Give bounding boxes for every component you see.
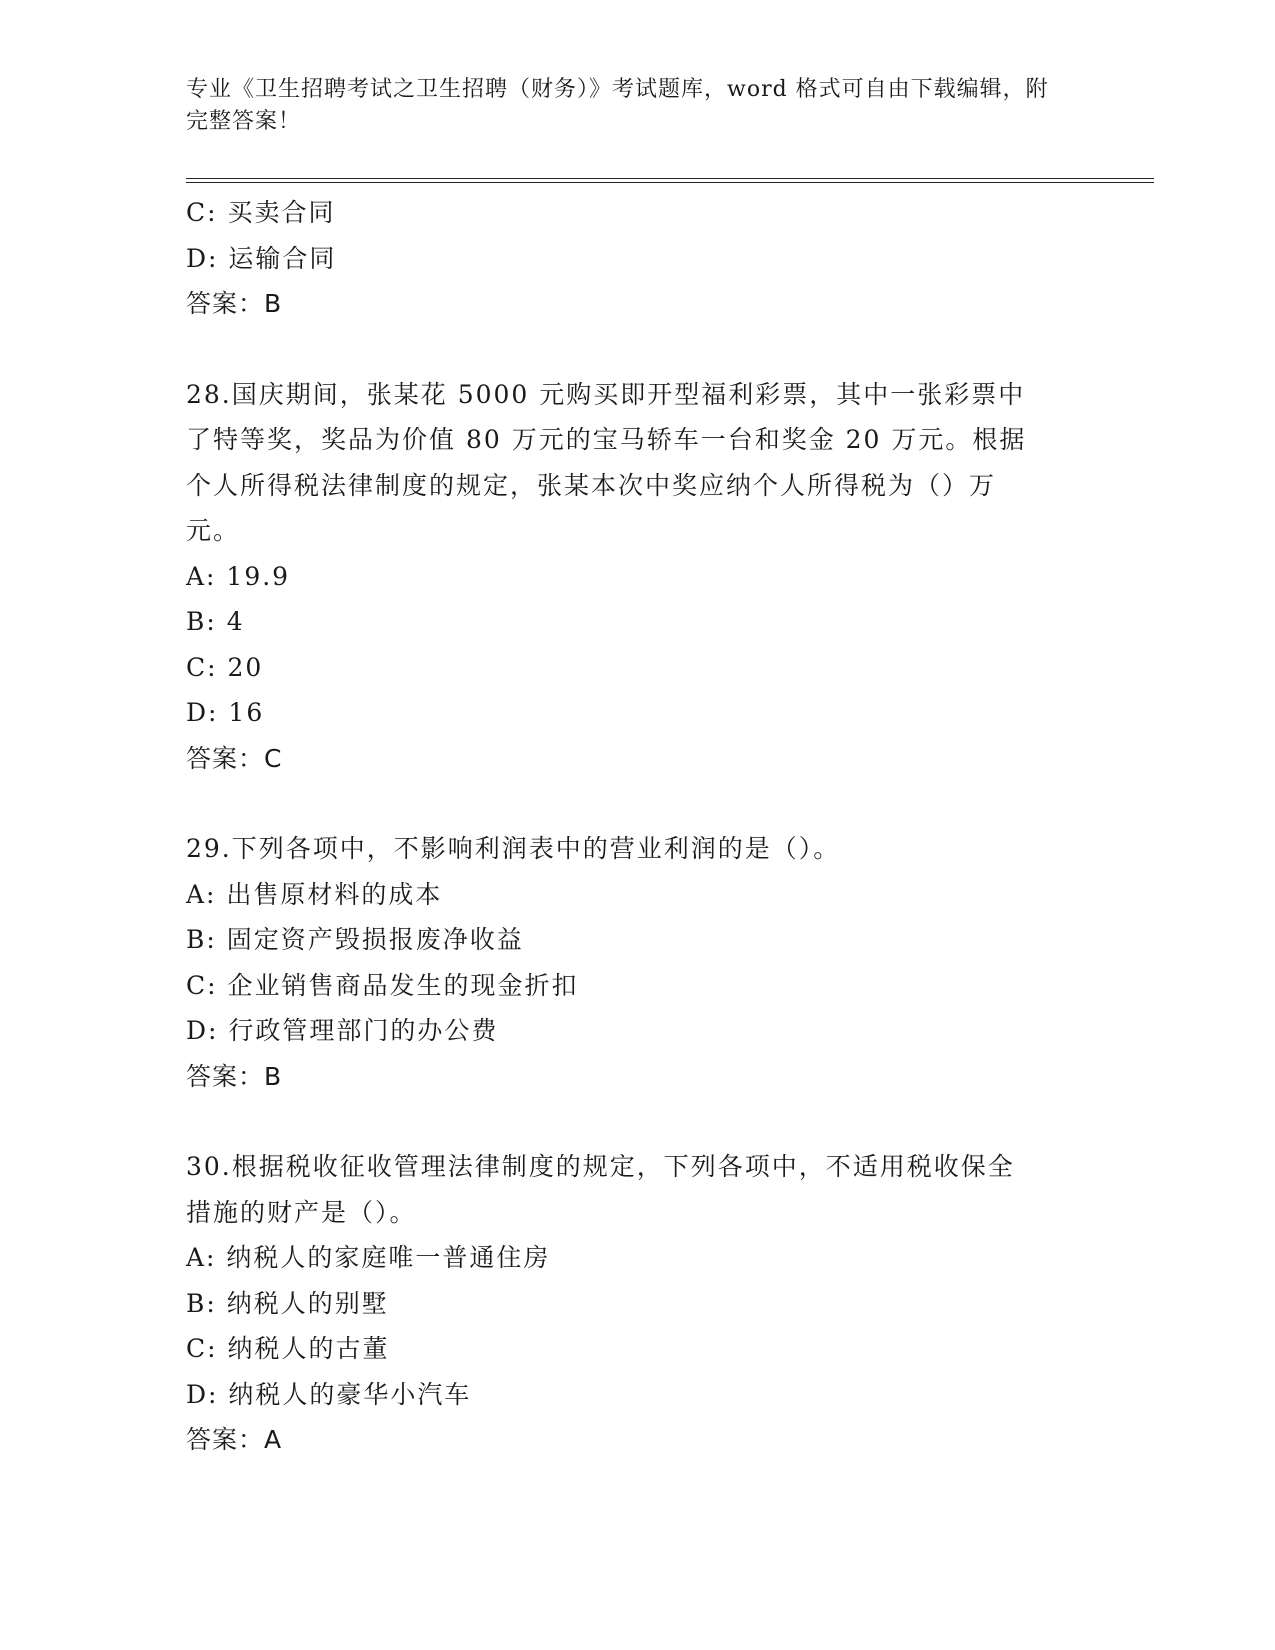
question-stem: 29.下列各项中，不影响利润表中的营业利润的是（）。 xyxy=(186,834,841,863)
answer-line: 答案：B xyxy=(186,1061,283,1091)
question-list xyxy=(186,190,1086,1463)
option-c: C: 企业销售商品发生的现金折扣 xyxy=(186,970,579,1000)
spacer xyxy=(186,781,1086,826)
header-divider-top xyxy=(186,178,1154,179)
option-b: B: 4 xyxy=(186,607,245,636)
answer-line: 答案：A xyxy=(186,1425,283,1454)
answer-line: 答案：C xyxy=(186,743,283,773)
question-30 xyxy=(186,1144,1086,1463)
option-b: B: 固定资产毁损报废净收益 xyxy=(186,925,524,954)
question-stem: 了特等奖，奖品为价值 80 万元的宝马轿车一台和奖金 20 万元。根据 xyxy=(186,425,1027,454)
question-28 xyxy=(186,372,1086,782)
option-c: C: 纳税人的古董 xyxy=(186,1334,390,1363)
header-divider-bottom xyxy=(186,182,1154,183)
option-d: D: 16 xyxy=(186,698,265,727)
question-stem: 元。 xyxy=(186,516,241,545)
question-stem: 28.国庆期间，张某花 5000 元购买即开型福利彩票，其中一张彩票中 xyxy=(186,379,1026,409)
option-d: D: 纳税人的豪华小汽车 xyxy=(186,1379,472,1409)
option-c: C: 20 xyxy=(186,652,264,682)
option-d: D: 运输合同 xyxy=(186,243,337,273)
document-header: 专业《卫生招聘考试之卫生招聘（财务）》考试题库，word 格式可自由下载编辑，附完整答案！ xyxy=(186,77,1049,134)
spacer xyxy=(186,327,1086,372)
question-stem: 个人所得税法律制度的规定，张某本次中奖应纳个人所得税为（）万 xyxy=(186,470,997,500)
option-d: D: 行政管理部门的办公费 xyxy=(186,1016,499,1045)
option-a: A: 19.9 xyxy=(186,561,291,591)
spacer xyxy=(186,1099,1086,1144)
question-stem: 措施的财产是（）。 xyxy=(186,1197,417,1227)
option-c: C: 买卖合同 xyxy=(186,198,336,227)
option-a: A: 纳税人的家庭唯一普通住房 xyxy=(186,1243,551,1272)
question-27-tail xyxy=(186,190,1086,327)
question-stem: 30.根据税收征收管理法律制度的规定，下列各项中，不适用税收保全 xyxy=(186,1152,1015,1181)
question-29 xyxy=(186,826,1086,1099)
answer-line: 答案：B xyxy=(186,289,283,318)
option-b: B: 纳税人的别墅 xyxy=(186,1288,389,1318)
option-a: A: 出售原材料的成本 xyxy=(186,879,443,909)
